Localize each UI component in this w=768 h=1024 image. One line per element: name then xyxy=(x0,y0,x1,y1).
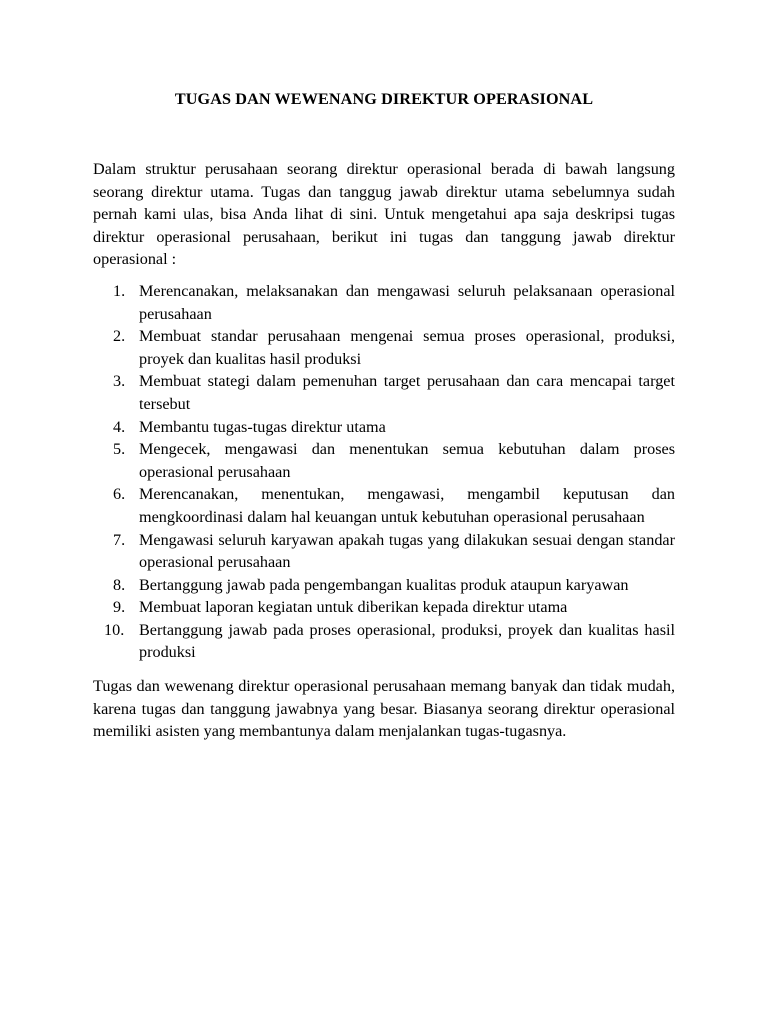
task-item-7 xyxy=(93,529,675,574)
task-number: 1. xyxy=(113,281,126,300)
task-text: Bertanggung jawab pada proses operasional, produksi, proyek dan kualitas hasil produksi xyxy=(139,620,675,662)
intro-paragraph: Dalam struktur perusahaan seorang direktur operasional berada di bawah langsung seorang direktur utama. Tugas dan tanggug jawab direktur utama sebelumnya sudah pernah kami ulas, bisa Anda lihat di sini. Untuk mengetahui apa saja deskripsi tugas direktur operasional perusahaan, berikut ini tugas dan tanggung jawab direktur operasional : xyxy=(93,160,675,269)
task-number: 10. xyxy=(104,620,125,639)
task-number: 8. xyxy=(113,575,126,594)
task-item-6 xyxy=(93,483,675,528)
task-item-2 xyxy=(93,325,675,370)
document-title: TUGAS DAN WEWENANG DIREKTUR OPERASIONAL xyxy=(174,90,594,108)
task-text: Membuat standar perusahaan mengenai semua proses operasional, produksi, proyek dan kualitas hasil produksi xyxy=(139,327,675,368)
task-item-1 xyxy=(93,280,675,325)
task-text: Bertanggung jawab pada pengembangan kualitas produk ataupun karyawan xyxy=(139,575,629,594)
task-text: Mengawasi seluruh karyawan apakah tugas yang dilakukan sesuai dengan standar operasional perusahaan xyxy=(139,530,675,572)
task-number: 9. xyxy=(113,598,126,617)
task-number: 6. xyxy=(113,485,126,504)
task-number: 5. xyxy=(113,440,126,459)
task-number: 4. xyxy=(113,417,126,436)
task-item-8 xyxy=(93,574,675,597)
task-number: 3. xyxy=(113,372,126,391)
task-number: 7. xyxy=(113,530,126,549)
task-text: Merencanakan, menentukan, mengawasi, mengambil keputusan dan mengkoordinasi dalam hal keuangan untuk kebutuhan operasional perusahaan xyxy=(139,485,675,526)
task-list xyxy=(93,280,675,664)
task-item-10 xyxy=(93,619,675,664)
task-text: Membantu tugas-tugas direktur utama xyxy=(139,417,386,436)
document-body xyxy=(93,89,675,743)
task-text: Mengecek, mengawasi dan menentukan semua kebutuhan dalam proses operasional perusahaan xyxy=(139,440,675,481)
task-text: Merencanakan, melaksanakan dan mengawasi seluruh pelaksanaan operasional perusahaan xyxy=(139,281,675,323)
task-text: Membuat stategi dalam pemenuhan target perusahaan dan cara mencapai target tersebut xyxy=(139,372,675,413)
task-number: 2. xyxy=(113,327,126,346)
task-item-9 xyxy=(93,596,675,619)
task-item-5 xyxy=(93,438,675,483)
task-item-4 xyxy=(93,416,675,439)
closing-paragraph: Tugas dan wewenang direktur operasional perusahaan memang banyak dan tidak mudah, karena tugas dan tanggung jawabnya yang besar. Biasanya seorang direktur operasional memiliki asisten yang membantunya dalam menjalankan tugas-tugasnya. xyxy=(93,677,675,741)
task-item-3 xyxy=(93,370,675,415)
task-text: Membuat laporan kegiatan untuk diberikan kepada direktur utama xyxy=(139,598,568,617)
